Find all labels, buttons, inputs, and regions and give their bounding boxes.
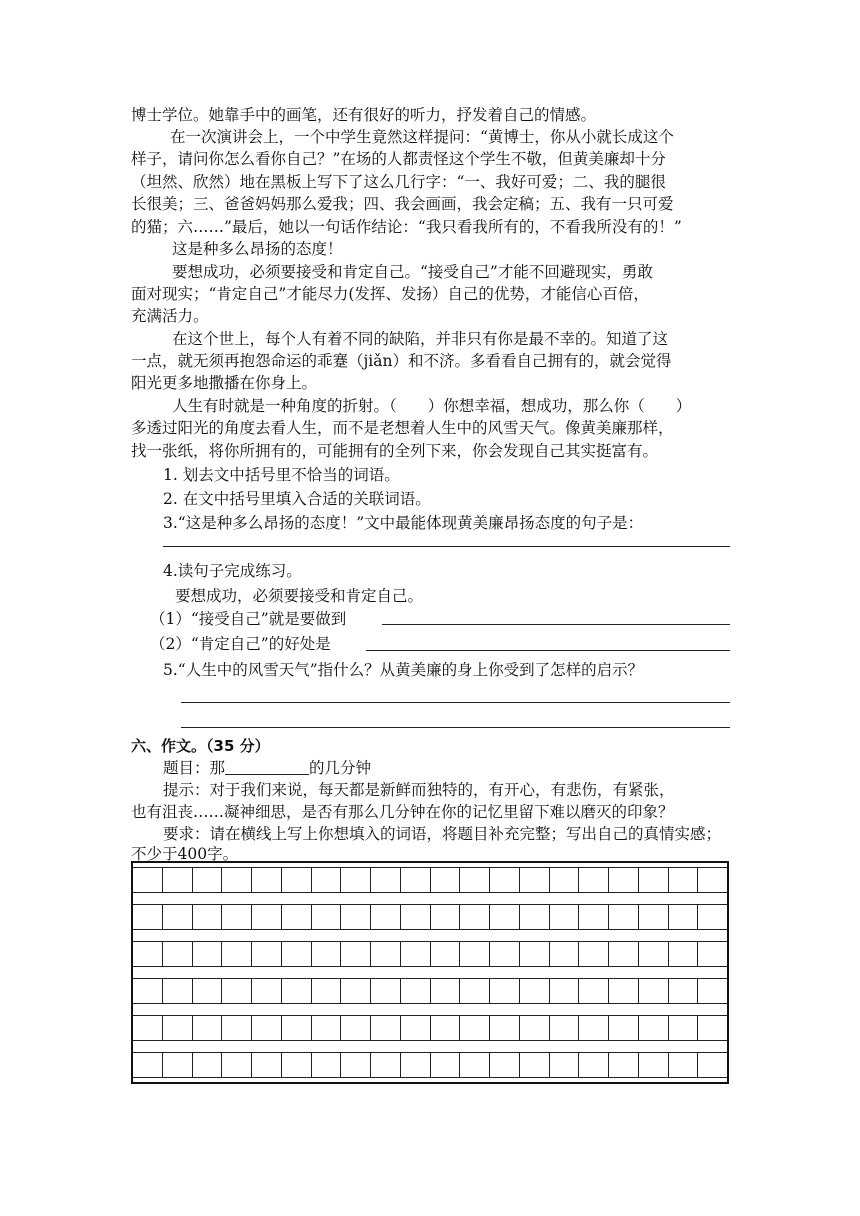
passage-line: 面对现实；“肯定自己”才能尽力(发挥、发扬）自己的优势，才能信心百倍， [131,285,649,303]
grid-cell[interactable] [489,1015,519,1041]
grid-cell[interactable] [430,978,460,1004]
grid-cell[interactable] [489,978,519,1004]
grid-cell[interactable] [697,941,727,967]
requirement-line: 不少于400字。 [131,845,239,863]
grid-cell[interactable] [489,941,519,967]
grid-cell[interactable] [430,1015,460,1041]
grid-cell[interactable] [340,1015,370,1041]
grid-cell[interactable] [281,1052,311,1078]
answer-line-q4-1[interactable] [382,624,730,625]
grid-cell[interactable] [519,1052,549,1078]
grid-cell[interactable] [459,978,489,1004]
question-4-2: （2）“肯定自己”的好处是 [150,635,331,653]
grid-cell[interactable] [697,904,727,930]
grid-cell[interactable] [519,904,549,930]
passage-line: 充满活力。 [131,307,209,325]
grid-cell[interactable] [578,867,608,893]
grid-cell[interactable] [400,904,430,930]
grid-cell[interactable] [459,941,489,967]
grid-cell[interactable] [519,941,549,967]
passage-line: 的猫；六……”最后，她以一句话作结论：“我只看我所有的，不看我所没有的！” [131,218,682,236]
grid-cell[interactable] [668,1052,698,1078]
grid-cell[interactable] [638,1052,668,1078]
grid-cell[interactable] [400,978,430,1004]
passage-line: 在一次演讲会上，一个中学生竟然这样提问：“黄博士，你从小就长成这个 [170,128,674,146]
grid-cell[interactable] [311,1015,341,1041]
grid-cell[interactable] [340,904,370,930]
section-heading: 六、作文。（35 分） [131,737,270,755]
passage-line: 博士学位。她靠手中的画笔，还有很好的听力，抒发着自己的情感。 [131,106,597,124]
grid-cell[interactable] [162,904,192,930]
question-4-1: （1）“接受自己”就是要做到 [150,610,347,628]
grid-cell[interactable] [430,867,460,893]
question-1: 1. 划去文中括号里不恰当的词语。 [163,466,400,484]
grid-cell[interactable] [370,1052,400,1078]
grid-cell[interactable] [311,978,341,1004]
grid-cell[interactable] [489,1052,519,1078]
passage-line: 人生有时就是一种角度的折射。（ ）你想幸福，想成功，那么你（ ） [172,397,692,415]
grid-cell[interactable] [221,978,251,1004]
passage-line: 在这个世上，每个人有着不同的缺陷，并非只有你是最不幸的。知道了这 [172,330,669,348]
grid-cell[interactable] [430,904,460,930]
grid-cell[interactable] [608,978,638,1004]
grid-cell[interactable] [549,1015,579,1041]
grid-cell[interactable] [162,1052,192,1078]
grid-cell[interactable] [340,941,370,967]
grid-cell[interactable] [697,867,727,893]
grid-cell[interactable] [251,978,281,1004]
grid-cell[interactable] [251,1015,281,1041]
passage-line: （坦然、欣然）地在黑板上写下了这么几行字：“一、我好可爱；二、我的腿很 [131,173,666,191]
grid-row [133,1052,727,1078]
title-prefix: 题目：那 [163,759,226,777]
passage-line: 阳光更多地撒播在你身上。 [131,374,318,392]
grid-cell[interactable] [459,867,489,893]
grid-row [133,867,727,893]
passage-line: 找一张纸，将你所拥有的，可能拥有的全列下来，你会发现自己其实挺富有。 [131,442,659,460]
writing-grid[interactable] [131,861,729,1084]
grid-cell[interactable] [133,867,162,893]
grid-cell[interactable] [221,1015,251,1041]
question-3: 3.“这是种多么昂扬的态度！”文中最能体现黄美廉昂扬态度的句子是： [163,514,644,532]
grid-cell[interactable] [608,1015,638,1041]
grid-cell[interactable] [638,867,668,893]
grid-cell[interactable] [370,978,400,1004]
passage-line: 样子，请问你怎么看你自己？”在场的人都责怪这个学生不敬，但黄美廉却十分 [131,150,666,168]
grid-cell[interactable] [400,941,430,967]
grid-cell[interactable] [192,1052,222,1078]
grid-cell[interactable] [400,1015,430,1041]
grid-cell[interactable] [668,978,698,1004]
answer-line-q5-b[interactable] [181,727,730,728]
grid-row [133,1015,727,1041]
hint-line: 也有沮丧……凝神细思，是否有那么几分钟在你的记忆里留下难以磨灭的印象？ [131,803,674,821]
grid-cell[interactable] [221,867,251,893]
passage-line: 这是种多么昂扬的态度！ [172,240,343,258]
passage-line: 要想成功，必须要接受和肯定自己。“接受自己”才能不回避现实，勇敢 [172,263,653,281]
grid-cell[interactable] [370,904,400,930]
grid-cell[interactable] [251,1052,281,1078]
grid-cell[interactable] [311,867,341,893]
composition-title [163,757,371,779]
grid-cell[interactable] [192,941,222,967]
grid-cell[interactable] [162,941,192,967]
grid-cell[interactable] [281,904,311,930]
grid-cell[interactable] [489,867,519,893]
grid-cell[interactable] [281,1015,311,1041]
grid-cell[interactable] [638,1015,668,1041]
grid-cell[interactable] [400,867,430,893]
grid-cell[interactable] [192,1015,222,1041]
grid-cell[interactable] [192,867,222,893]
grid-cell[interactable] [608,904,638,930]
grid-cell[interactable] [608,941,638,967]
passage-line: 长很美；三、爸爸妈妈那么爱我；四、我会画画，我会定稿；五、我有一只可爱 [131,195,674,213]
grid-cell[interactable] [549,941,579,967]
question-4-sentence: 要想成功，必须要接受和肯定自己。 [175,587,424,605]
grid-cell[interactable] [608,867,638,893]
passage-line: 多透过阳光的角度去看人生，而不是老想着人生中的风雪天气。像黄美廉那样， [131,419,674,437]
grid-cell[interactable] [549,904,579,930]
question-2: 2. 在文中括号里填入合适的关联词语。 [163,490,431,508]
grid-cell[interactable] [578,1052,608,1078]
hint-line: 提示：对于我们来说，每天都是新鲜而独特的，有开心，有悲伤，有紧张， [163,781,675,799]
grid-cell[interactable] [370,941,400,967]
grid-cell[interactable] [578,1015,608,1041]
grid-cell[interactable] [162,867,192,893]
grid-cell[interactable] [578,904,608,930]
grid-cell[interactable] [549,867,579,893]
grid-cell[interactable] [133,904,162,930]
grid-cell[interactable] [251,867,281,893]
passage-line: 一点，就无须再抱怨命运的乖蹇（jiǎn）和不济。多看看自己拥有的，就会觉得 [131,352,672,370]
grid-cell[interactable] [281,941,311,967]
grid-cell[interactable] [549,978,579,1004]
question-4: 4.读句子完成练习。 [163,562,302,580]
grid-cell[interactable] [668,941,698,967]
grid-cell[interactable] [549,1052,579,1078]
grid-cell[interactable] [519,1015,549,1041]
grid-cell[interactable] [221,1052,251,1078]
requirement-line: 要求：请在横线上写上你想填入的词语，将题目补充完整；写出自己的真情实感； [163,825,722,843]
grid-cell[interactable] [133,1015,162,1041]
grid-cell[interactable] [311,904,341,930]
grid-cell[interactable] [400,1052,430,1078]
grid-cell[interactable] [133,978,162,1004]
grid-cell[interactable] [340,978,370,1004]
grid-cell[interactable] [340,867,370,893]
grid-cell[interactable] [668,867,698,893]
grid-cell[interactable] [578,978,608,1004]
grid-row [133,941,727,967]
grid-cell[interactable] [519,867,549,893]
grid-cell[interactable] [459,904,489,930]
grid-cell[interactable] [221,941,251,967]
grid-cell[interactable] [519,978,549,1004]
grid-row [133,904,727,930]
title-blank[interactable] [225,758,309,775]
answer-line-q4-2[interactable] [366,650,730,651]
grid-cell[interactable] [638,904,668,930]
grid-cell[interactable] [162,1015,192,1041]
title-suffix: 的几分钟 [309,759,372,777]
grid-cell[interactable] [221,904,251,930]
answer-line-q5-a[interactable] [181,702,730,703]
grid-cell[interactable] [192,904,222,930]
grid-cell[interactable] [370,867,400,893]
grid-cell[interactable] [281,867,311,893]
grid-cell[interactable] [162,978,192,1004]
grid-cell[interactable] [578,941,608,967]
grid-cell[interactable] [133,1052,162,1078]
grid-cell[interactable] [192,978,222,1004]
grid-cell[interactable] [697,1015,727,1041]
answer-line-q3[interactable] [163,546,730,547]
grid-row [133,978,727,1004]
grid-cell[interactable] [251,904,281,930]
grid-cell[interactable] [459,1015,489,1041]
question-5: 5.“人生中的风雪天气”指什么？从黄美廉的身上你受到了怎样的启示？ [163,661,644,679]
grid-cell[interactable] [251,941,281,967]
grid-cell[interactable] [668,1015,698,1041]
grid-cell[interactable] [281,978,311,1004]
grid-cell[interactable] [459,1052,489,1078]
grid-cell[interactable] [668,904,698,930]
grid-cell[interactable] [311,941,341,967]
grid-cell[interactable] [638,978,668,1004]
grid-cell[interactable] [697,1052,727,1078]
grid-cell[interactable] [638,941,668,967]
grid-cell[interactable] [489,904,519,930]
grid-cell[interactable] [430,941,460,967]
grid-cell[interactable] [133,941,162,967]
grid-cell[interactable] [697,978,727,1004]
grid-cell[interactable] [370,1015,400,1041]
grid-cell[interactable] [430,1052,460,1078]
grid-cell[interactable] [311,1052,341,1078]
grid-cell[interactable] [340,1052,370,1078]
grid-cell[interactable] [608,1052,638,1078]
